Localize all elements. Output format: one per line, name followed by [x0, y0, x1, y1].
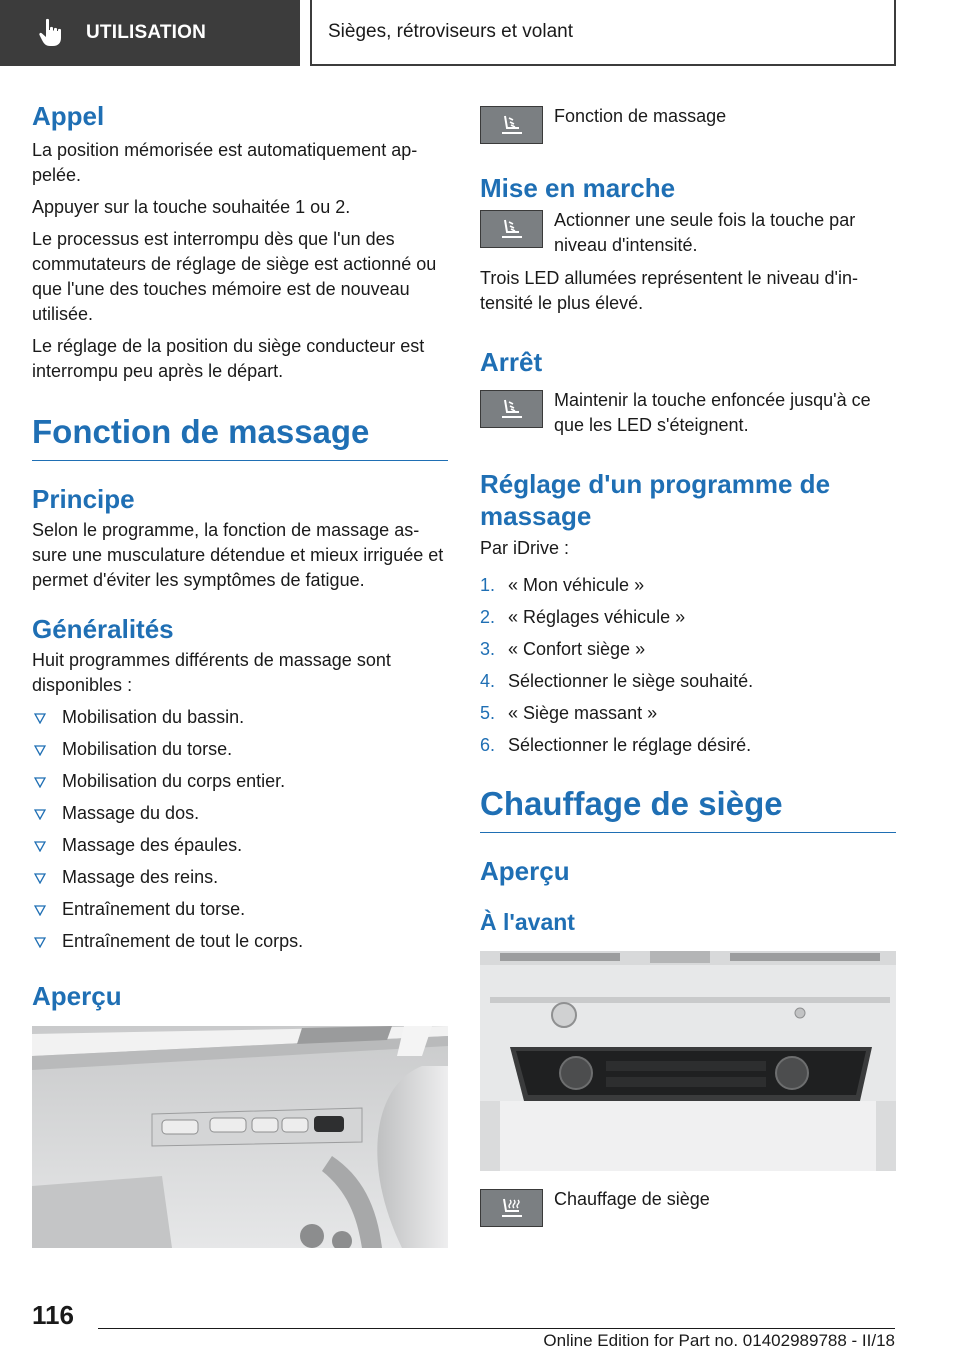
list-item: 4. Sélectionner le siège souhaité.: [480, 671, 754, 691]
triangle-bullet-icon: [34, 872, 46, 884]
list-item: 6. Sélectionner le réglage désiré.: [480, 735, 752, 755]
section-name: UTILISATION: [86, 22, 207, 43]
appel-paragraph-3: Le processus est interrompu dès que l'un des commutateurs de réglage de siège est actionné ou que l'une des touches mémoire est de nouveau utilisée.: [32, 229, 437, 324]
seat-heating-icon: [499, 1197, 525, 1219]
mise-en-marche-heading: Mise en marche: [480, 173, 676, 203]
massage-seat-icon: [499, 398, 525, 420]
chauffage-section-title: Chauffage de siège: [480, 784, 896, 833]
triangle-bullet-icon: [34, 808, 46, 820]
appel-paragraph-2: Appuyer sur la touche souhaitée 1 ou 2.: [32, 197, 351, 217]
chauffage-apercu-heading: Aperçu: [480, 856, 570, 886]
chapter-title: Sièges, rétroviseurs et volant: [328, 21, 574, 42]
mise-en-marche-row: [480, 208, 896, 258]
seat-heating-label: Chauffage de siège: [554, 1189, 710, 1209]
generalites-heading: Généralités: [32, 614, 174, 644]
reglage-paragraph: Par iDrive :: [480, 538, 570, 558]
seat-heating-button-icon: [480, 1189, 543, 1227]
mise-en-marche-text: Actionner une seule fois la touche par niveau d'intensité.: [554, 210, 856, 255]
footer-edition: Online Edition for Part no. 01402989788 - II/18: [543, 1331, 895, 1350]
massage-programs-list: [32, 705, 448, 954]
list-item: 2. « Réglages véhicule »: [480, 607, 686, 627]
list-item: Massage des épaules.: [32, 833, 448, 858]
massage-function-row: [480, 104, 896, 144]
massage-button-icon: [480, 106, 543, 144]
center-console-illustration: [480, 951, 896, 1171]
principe-paragraph: Selon le programme, la fonction de massage assure une musculature détendue et mieux irriguée et permet d'éviter les symptômes de fatigue.: [32, 520, 444, 590]
list-item: Massage des reins.: [32, 865, 448, 890]
chapter-box: [310, 0, 896, 66]
list-item: Mobilisation du corps entier.: [32, 769, 448, 794]
door-panel-illustration: [32, 1026, 448, 1248]
list-item: Mobilisation du torse.: [32, 737, 448, 762]
idrive-steps-list: [480, 573, 896, 758]
triangle-bullet-icon: [34, 712, 46, 724]
list-item: Mobilisation du bassin.: [32, 705, 448, 730]
massage-button-icon: [480, 390, 543, 428]
list-item: Entraînement de tout le corps.: [32, 929, 448, 954]
page-header: [0, 0, 960, 66]
triangle-bullet-icon: [34, 744, 46, 756]
footer-divider: [98, 1328, 895, 1329]
triangle-bullet-icon: [34, 776, 46, 788]
massage-seat-icon: [499, 114, 525, 136]
seat-heating-row: [480, 1187, 896, 1227]
mise-en-marche-paragraph: Trois LED allumées représentent le niveau d'intensité le plus élevé.: [480, 268, 858, 313]
principe-heading: Principe: [32, 484, 135, 514]
list-item: 1. « Mon véhicule »: [480, 575, 645, 595]
appel-paragraph-4: Le réglage de la position du siège conducteur est interrompu peu après le départ.: [32, 336, 425, 381]
left-column: [32, 100, 448, 1248]
massage-seat-icon: [499, 218, 525, 240]
arret-row: [480, 388, 896, 438]
section-tab: [0, 0, 300, 66]
hand-pointer-icon: [38, 18, 64, 48]
arret-heading: Arrêt: [480, 347, 543, 377]
triangle-bullet-icon: [34, 840, 46, 852]
appel-paragraph-1: La position mémorisée est automatiquement appelée.: [32, 140, 418, 185]
triangle-bullet-icon: [34, 904, 46, 916]
massage-section-title: Fonction de massage: [32, 412, 448, 461]
door-panel-photo: [32, 1026, 448, 1248]
massage-function-label: Fonction de massage: [554, 106, 727, 126]
massage-button-icon: [480, 210, 543, 248]
apercu-heading: Aperçu: [32, 981, 122, 1011]
list-item: 3. « Confort siège »: [480, 639, 646, 659]
generalites-paragraph: Huit programmes différents de massage sont disponibles :: [32, 650, 391, 695]
reglage-heading: Réglage d'un programme de massage: [480, 469, 831, 531]
list-item: Entraînement du torse.: [32, 897, 448, 922]
console-photo: [480, 951, 896, 1171]
list-item: 5. « Siège massant »: [480, 703, 658, 723]
avant-heading: À l'avant: [480, 909, 575, 935]
appel-heading: Appel: [32, 101, 105, 131]
page-number: 116: [32, 1300, 74, 1330]
right-column: [480, 104, 896, 1227]
list-item: Massage du dos.: [32, 801, 448, 826]
triangle-bullet-icon: [34, 936, 46, 948]
arret-text: Maintenir la touche enfoncée jusqu'à ce que les LED s'éteignent.: [554, 390, 871, 435]
